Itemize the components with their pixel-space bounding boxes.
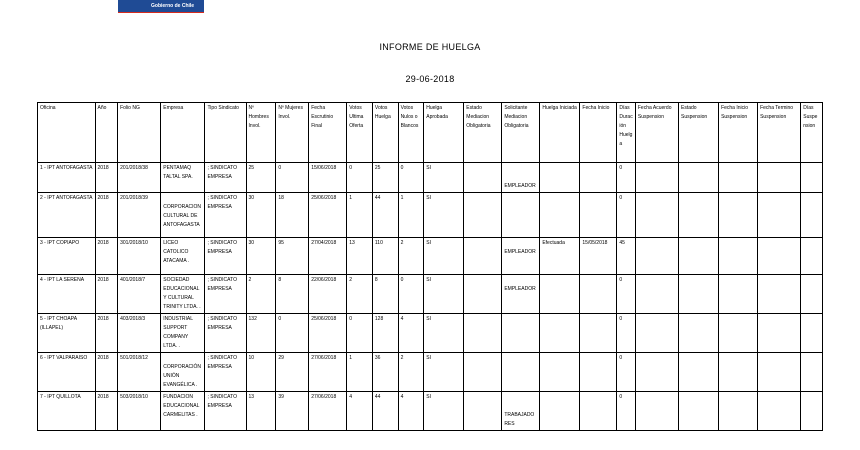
table-cell [161,193,205,238]
table-cell: SOCIEDAD EDUCACIONAL Y CULTURAL TRINITY LTDA. . [161,275,205,314]
table-cell: 0 [347,163,373,193]
table-cell [679,275,719,314]
table-cell [758,314,801,353]
table-cell: SI [424,163,464,193]
table-cell: 0 [617,314,635,353]
table-cell [635,314,678,353]
table-cell: 503/2018/10 [118,392,161,431]
table-cell [464,392,502,431]
column-header: Solicitante Mediacion Obligatoria [502,103,540,163]
table-cell: 27/06/2018 [309,353,347,392]
table-cell [502,392,540,431]
table-cell [679,163,719,193]
table-row [38,314,823,353]
table-cell [580,163,617,193]
table-cell [719,163,758,193]
table-cell [464,238,502,275]
table-cell: 18 [276,193,309,238]
table-cell: 2018 [95,163,118,193]
column-header: Fecha Inicio Suspension [719,103,758,163]
column-header: Huelga Aprobada [424,103,464,163]
column-header: Votos Nulos o Blancos [398,103,424,163]
table-cell [801,392,823,431]
table-cell [719,353,758,392]
table-cell: 2018 [95,353,118,392]
table-cell [540,193,580,238]
table-cell [719,392,758,431]
table-cell: 25 [246,163,276,193]
column-header: Estado Mediacion Obligatoria [464,103,502,163]
table-cell [464,193,502,238]
table-cell: 3 - IPT COPIAPO [38,238,96,275]
table-cell: ; SINDICATO EMPRESA [205,392,246,431]
table-cell: 0 [617,353,635,392]
table-cell: 25 [372,163,398,193]
table-cell: 403/2018/3 [118,314,161,353]
column-header: Tipo Sindicato [205,103,246,163]
column-header: Días Duración Huelga [617,103,635,163]
column-header: Fecha Inicio [580,103,617,163]
table-cell: 2018 [95,238,118,275]
table-cell: 0 [398,163,424,193]
table-cell: 201/2018/38 [118,163,161,193]
report-title: INFORME DE HUELGA [379,42,481,52]
table-cell [540,275,580,314]
table-cell: 15/05/2018 [580,238,617,275]
table-cell: 1 [347,193,373,238]
table-cell: 27/06/2018 [309,392,347,431]
table-cell [502,163,540,193]
table-cell: 0 [617,193,635,238]
table-cell [801,163,823,193]
table-cell: 44 [372,193,398,238]
table-cell [580,193,617,238]
table-cell: 25/06/2018 [309,193,347,238]
table-cell: 10 [246,353,276,392]
table-cell: Efectuada [540,238,580,275]
table-cell: 2018 [95,193,118,238]
table-cell: 0 [276,314,309,353]
table-cell [464,353,502,392]
column-header: Año [95,103,118,163]
column-header: Votos Huelga [372,103,398,163]
table-cell: 4 [398,392,424,431]
table-cell: ; SINDICATO EMPRESA [205,275,246,314]
report-date: 29-06-2018 [405,74,455,84]
table-cell: 13 [246,392,276,431]
table-cell [801,238,823,275]
table-cell: 30 [246,238,276,275]
table-cell [540,314,580,353]
table-cell: 8 [372,275,398,314]
table-header-row [38,103,823,163]
column-header: Fecha Termino Suspension [758,103,801,163]
table-cell: 4 - IPT LA SERENA [38,275,96,314]
table-cell: INDUSTRIAL SUPPORT COMPANY LTDA. . [161,314,205,353]
government-logo [118,0,204,13]
column-header: Fecha Acuerdo Suspension [635,103,678,163]
cell-text: EMPLEADOR [504,183,536,189]
table-cell [679,193,719,238]
table-cell [801,193,823,238]
table-row [38,193,823,238]
table-cell [635,392,678,431]
table-cell: 1 - IPT ANTOFAGASTA [38,163,96,193]
table-cell: ; SINDICATO EMPRESA [205,353,246,392]
table-row [38,275,823,314]
table-cell [464,163,502,193]
table-cell: 0 [617,275,635,314]
table-cell: 95 [276,238,309,275]
table-cell: ; SINDICATO EMPRESA [205,193,246,238]
cell-text: TRABAJADORES [504,412,535,427]
table-cell [719,314,758,353]
table-cell [719,275,758,314]
table-cell: 5 - IPT CHOAPA (ILLAPEL) [38,314,96,353]
table-cell: ; SINDICATO EMPRESA [205,238,246,275]
table-cell: 0 [347,314,373,353]
table-cell [679,353,719,392]
table-cell [502,353,540,392]
table-cell: 8 [276,275,309,314]
table-cell [679,238,719,275]
table-cell: 2 [398,238,424,275]
table-cell [635,275,678,314]
table-cell [719,193,758,238]
table-cell: 25/06/2018 [309,314,347,353]
table-cell: 2018 [95,314,118,353]
table-cell: 29 [276,353,309,392]
table-cell [758,238,801,275]
table-cell: SI [424,193,464,238]
table-cell [801,275,823,314]
table-cell: 2 [246,275,276,314]
column-header: Días Suspension [801,103,823,163]
table-cell: 36 [372,353,398,392]
table-cell: 0 [617,392,635,431]
table-cell: 1 [398,193,424,238]
table-cell [758,193,801,238]
table-cell [758,163,801,193]
table-cell [635,193,678,238]
table-cell: 13 [347,238,373,275]
table-cell: 39 [276,392,309,431]
column-header: Fecha Escrutinio Final [309,103,347,163]
table-cell [679,314,719,353]
table-cell: SI [424,353,464,392]
column-header: Nº Mujeres Invol. [276,103,309,163]
cell-text: CORPORACION CULTURAL DE ANTOFAGASTA [163,204,202,228]
table-cell: 22/06/2018 [309,275,347,314]
table-cell [580,392,617,431]
strike-report-table [37,102,823,431]
table-cell: 4 [347,392,373,431]
column-header: Huelga Iniciada [540,103,580,163]
table-cell: 128 [372,314,398,353]
table-cell: 2018 [95,275,118,314]
table-cell: LICEO CATOLICO ATACAMA . [161,238,205,275]
table-cell: 30 [246,193,276,238]
table-cell [679,392,719,431]
table-cell: 44 [372,392,398,431]
table-cell: 201/2018/39 [118,193,161,238]
table-cell [801,314,823,353]
table-row [38,163,823,193]
table-cell: SI [424,275,464,314]
table-cell [801,353,823,392]
table-cell [580,314,617,353]
logo-red-band [118,12,204,13]
column-header: Votos Ultima Oferta [347,103,373,163]
table-cell: SI [424,238,464,275]
table-cell: 132 [246,314,276,353]
table-cell: 0 [398,275,424,314]
table-cell: FUNDACION EDUCACIONAL CARMELITAS . [161,392,205,431]
column-header: Oficina [38,103,96,163]
logo-text: Gobierno de Chile [151,3,195,9]
table-cell: 0 [276,163,309,193]
table-cell: 1 [347,353,373,392]
table-cell: ; SINDICATO EMPRESA [205,163,246,193]
table-cell [758,353,801,392]
table-cell [502,314,540,353]
table-cell: 27/04/2018 [309,238,347,275]
table-cell: 6 - IPT VALPARAISO [38,353,96,392]
table-cell [635,353,678,392]
table-cell [719,238,758,275]
table-cell: PENTAMAQ TALTAL SPA. [161,163,205,193]
column-header: Estado Suspension [679,103,719,163]
cell-text: EMPLEADOR [504,286,536,292]
table-cell [580,353,617,392]
table-cell: 15/06/2018 [309,163,347,193]
table-cell [540,353,580,392]
table-cell [540,163,580,193]
table-row [38,238,823,275]
column-header: Nº Hombres Invol. [246,103,276,163]
table-cell: 401/2018/7 [118,275,161,314]
table-cell: SI [424,392,464,431]
table-cell: 2 [398,353,424,392]
table-cell: 2 - IPT ANTOFAGASTA [38,193,96,238]
table-cell: 4 [398,314,424,353]
table-cell [464,275,502,314]
cell-text: CORPORACIÓN UNIÓN EVANGÉLICA . [163,364,202,388]
table-cell [758,392,801,431]
column-header: Folio NG [118,103,161,163]
table-cell: 301/2018/10 [118,238,161,275]
table-cell [502,193,540,238]
table-cell [502,275,540,314]
table-cell: 110 [372,238,398,275]
table-cell [540,392,580,431]
table-cell [758,275,801,314]
table-cell: 2018 [95,392,118,431]
column-header: Empresa [161,103,205,163]
table-cell: SI [424,314,464,353]
table-cell: 501/2018/12 [118,353,161,392]
table-cell: 7 - IPT QUILLOTA [38,392,96,431]
table-row [38,392,823,431]
cell-text: EMPLEADOR [504,249,536,255]
table-cell: ; SINDICATO EMPRESA [205,314,246,353]
table-row [38,353,823,392]
table-cell [635,238,678,275]
table-cell [464,314,502,353]
table-cell [580,275,617,314]
table-cell: 0 [617,163,635,193]
table-cell [635,163,678,193]
table-cell [161,353,205,392]
table-cell: 2 [347,275,373,314]
table-cell: 45 [617,238,635,275]
table-cell [502,238,540,275]
